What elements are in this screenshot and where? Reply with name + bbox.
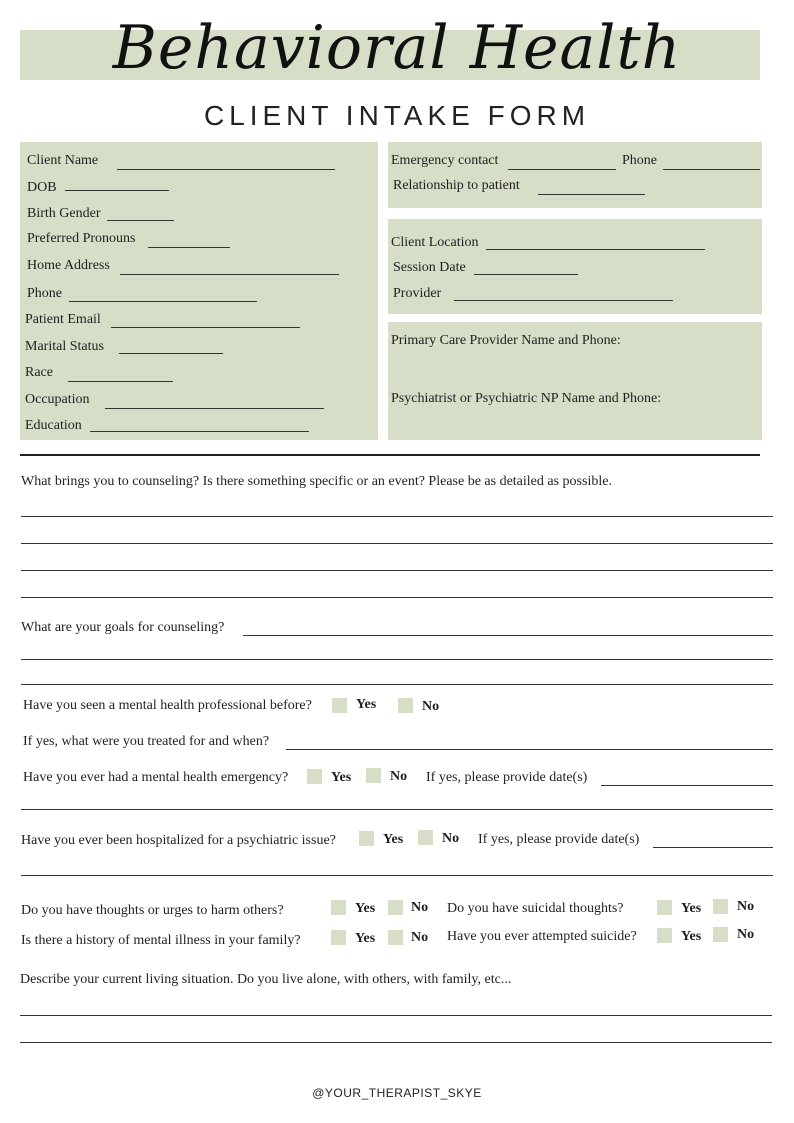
q-family-no-checkbox[interactable]	[388, 930, 403, 945]
birth-gender-field[interactable]	[107, 220, 174, 221]
q-hospitalized-line[interactable]	[21, 875, 773, 876]
race-label: Race	[25, 365, 53, 380]
client-location-label: Client Location	[391, 235, 479, 250]
q-emergency-no-label: No	[390, 769, 408, 784]
emergency-panel	[388, 142, 762, 208]
client-name-label: Client Name	[27, 153, 99, 168]
q-harm-no-checkbox[interactable]	[388, 900, 403, 915]
q-suicidal-no-label: No	[737, 899, 755, 914]
q-harm-no-label: No	[411, 900, 429, 915]
occupation-label: Occupation	[25, 392, 90, 407]
q-emergency-dates-field[interactable]	[601, 785, 773, 786]
q-family-yes-label: Yes	[355, 931, 376, 946]
q-seen-yes-checkbox[interactable]	[332, 698, 347, 713]
q-family-yes-checkbox[interactable]	[331, 930, 346, 945]
q-goals-line[interactable]	[21, 684, 773, 685]
home-address-label: Home Address	[27, 258, 110, 273]
q-hospitalized-label: Have you ever been hospitalized for a psychiatric issue?	[21, 833, 336, 848]
emergency-contact-field[interactable]	[508, 169, 616, 170]
q-harm-others-label: Do you have thoughts or urges to harm others?	[21, 903, 284, 918]
q-suicidal-thoughts-label: Do you have suicidal thoughts?	[447, 901, 624, 916]
q-hospitalized-dates-label: If yes, please provide date(s)	[478, 832, 640, 847]
q-attempted-suicide-label: Have you ever attempted suicide?	[447, 929, 637, 944]
provider-label: Provider	[393, 286, 442, 301]
form-subtitle: CLIENT INTAKE FORM	[203, 100, 591, 131]
q-reason-line[interactable]	[21, 543, 773, 544]
q-goals-label: What are your goals for counseling?	[21, 620, 225, 635]
q-goals-line[interactable]	[243, 635, 773, 636]
q-emergency-yes-checkbox[interactable]	[307, 769, 322, 784]
phone-field[interactable]	[69, 301, 257, 302]
q-suicidal-yes-checkbox[interactable]	[657, 900, 672, 915]
q-emergency-no-checkbox[interactable]	[366, 768, 381, 783]
q-treated-label: If yes, what were you treated for and when?	[23, 734, 270, 749]
education-field[interactable]	[90, 431, 309, 432]
provider-field[interactable]	[454, 300, 673, 301]
q-emergency-line[interactable]	[21, 809, 773, 810]
q-hospitalized-dates-field[interactable]	[653, 847, 773, 848]
pronouns-label: Preferred Pronouns	[27, 231, 136, 246]
occupation-field[interactable]	[105, 408, 324, 409]
q-seen-yes-label: Yes	[356, 697, 377, 712]
education-label: Education	[25, 418, 82, 433]
emergency-contact-label: Emergency contact	[391, 153, 499, 168]
q-attempted-no-checkbox[interactable]	[713, 927, 728, 942]
q-hospitalized-yes-checkbox[interactable]	[359, 831, 374, 846]
session-date-label: Session Date	[393, 260, 466, 275]
q-goals-line[interactable]	[21, 659, 773, 660]
q-attempted-no-label: No	[737, 927, 755, 942]
q-seen-professional-label: Have you seen a mental health professional before?	[23, 698, 312, 713]
form-title: Behavioral Health	[112, 13, 682, 83]
emergency-phone-label: Phone	[622, 153, 657, 168]
pronouns-field[interactable]	[148, 247, 230, 248]
q-family-history-label: Is there a history of mental illness in your family?	[21, 933, 301, 948]
q-seen-no-checkbox[interactable]	[398, 698, 413, 713]
q-harm-yes-label: Yes	[355, 901, 376, 916]
q-emergency-yes-label: Yes	[331, 770, 352, 785]
q-harm-yes-checkbox[interactable]	[331, 900, 346, 915]
q-suicidal-yes-label: Yes	[681, 901, 702, 916]
q-living-situation-label: Describe your current living situation. Do you live alone, with others, with family, etc...	[20, 972, 512, 987]
q-reason-line[interactable]	[21, 597, 773, 598]
marital-status-field[interactable]	[119, 353, 223, 354]
marital-status-label: Marital Status	[25, 339, 104, 354]
q-seen-no-label: No	[422, 699, 440, 714]
client-name-field[interactable]	[117, 169, 335, 170]
q-hospitalized-no-checkbox[interactable]	[418, 830, 433, 845]
relationship-field[interactable]	[538, 194, 645, 195]
q-attempted-yes-checkbox[interactable]	[657, 928, 672, 943]
q-living-line[interactable]	[20, 1015, 772, 1016]
q-living-line[interactable]	[20, 1042, 772, 1043]
q-reason-label: What brings you to counseling? Is there something specific or an event? Please be as detailed as possible.	[21, 474, 612, 489]
q-emergency-label: Have you ever had a mental health emergency?	[23, 770, 289, 785]
q-treated-line[interactable]	[286, 749, 773, 750]
q-attempted-yes-label: Yes	[681, 929, 702, 944]
q-suicidal-no-checkbox[interactable]	[713, 899, 728, 914]
session-date-field[interactable]	[474, 274, 578, 275]
race-field[interactable]	[68, 381, 173, 382]
patient-email-field[interactable]	[111, 327, 300, 328]
phone-label: Phone	[27, 286, 62, 301]
section-divider	[20, 454, 760, 456]
dob-label: DOB	[27, 180, 57, 195]
q-reason-line[interactable]	[21, 570, 773, 571]
home-address-field[interactable]	[120, 274, 339, 275]
relationship-label: Relationship to patient	[393, 178, 520, 193]
q-family-no-label: No	[411, 930, 429, 945]
q-hospitalized-no-label: No	[442, 831, 460, 846]
client-location-field[interactable]	[486, 249, 705, 250]
birth-gender-label: Birth Gender	[27, 206, 101, 221]
emergency-phone-field[interactable]	[663, 169, 760, 170]
q-hospitalized-yes-label: Yes	[383, 832, 404, 847]
footer-handle: @YOUR_THERAPIST_SKYE	[312, 1086, 482, 1100]
q-reason-line[interactable]	[21, 516, 773, 517]
q-emergency-dates-label: If yes, please provide date(s)	[426, 770, 588, 785]
psychiatrist-label: Psychiatrist or Psychiatric NP Name and Phone:	[391, 391, 662, 406]
patient-email-label: Patient Email	[25, 312, 101, 327]
primary-care-label: Primary Care Provider Name and Phone:	[391, 333, 621, 348]
dob-field[interactable]	[65, 190, 169, 191]
